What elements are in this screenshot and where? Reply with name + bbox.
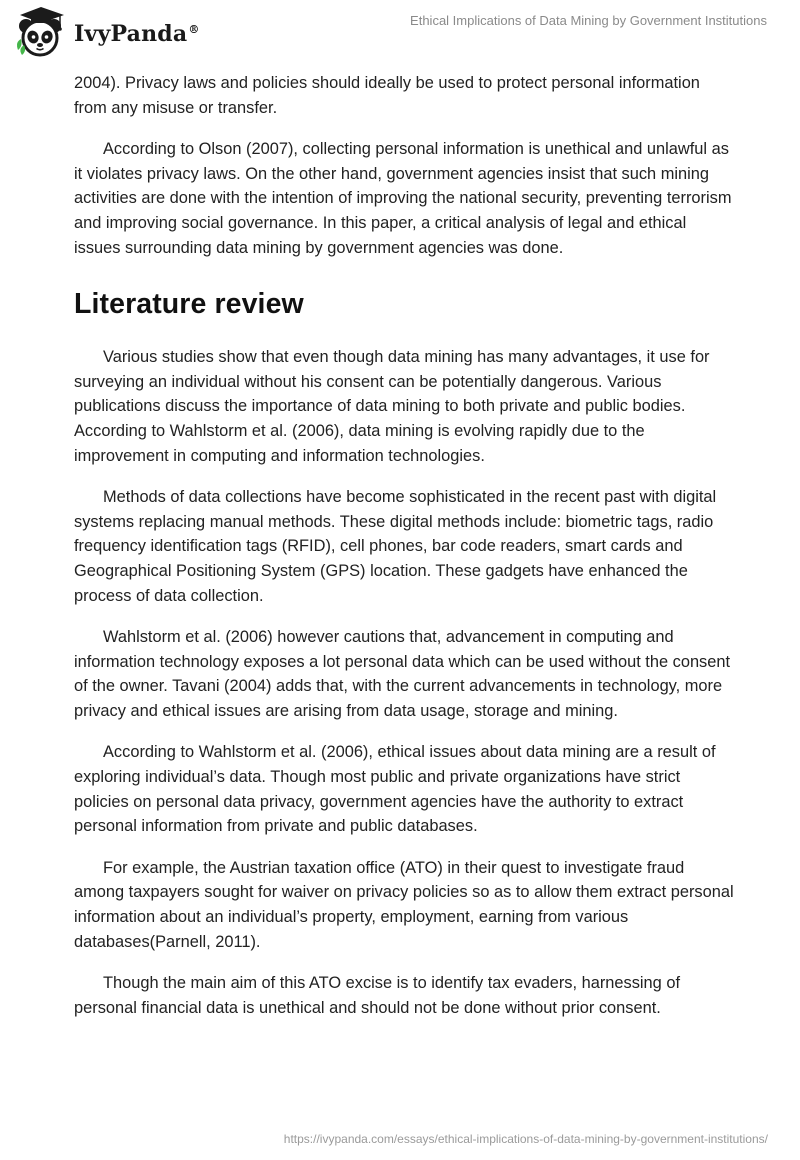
paragraph-methods: Methods of data collections have become sophisticated in the recent past with digital systems replacing manual methods. These digital methods include: biometric tags, radio frequency identification tags (RFID), cell phones, bar code readers, smart cards and Geographical Positioning System (GPS) location. These gadgets have enhanced the process of data collection. xyxy=(74,488,717,605)
paragraph-ato-excise: Though the main aim of this ATO excise is to identify tax evaders, harnessing of personal financial data is unethical and should not be done without prior consent. xyxy=(74,974,681,1017)
paragraph-wahlstorm-cautions: Wahlstorm et al. (2006) however cautions that, advancement in computing and information technology exposes a lot personal data which can be used without the consent of the owner. Tavani (2004) adds that, with the current advancements in technology, more privacy and ethical issues are arising from data usage, storage and mining. xyxy=(74,628,731,720)
paragraph-ethical-issues: According to Wahlstorm et al. (2006), ethical issues about data mining are a result of exploring individual’s data. Though most public and private organizations have strict policies on personal data privacy, government agencies have the authority to extract personal information from private and public databases. xyxy=(74,743,716,836)
ivypanda-logo[interactable] xyxy=(14,6,200,60)
registered-mark: ® xyxy=(188,22,200,36)
logo-wordmark: IvyPanda® xyxy=(74,21,200,47)
page-header xyxy=(0,0,800,66)
section-heading-literature-review: Literature review xyxy=(74,288,304,321)
source-url[interactable]: https://ivypanda.com/essays/ethical-implications-of-data-mining-by-government-institutions/ xyxy=(283,1132,768,1146)
paragraph-various-studies: Various studies show that even though data mining has many advantages, it use for surveying an individual without his consent can be potentially dangerous. Various publications discuss the importance of data mining to both private and public bodies. According to Wahlstorm et al. (2006), data mining is evolving rapidly due to the improvement in computing and information technologies. xyxy=(74,348,710,465)
panda-graduate-icon xyxy=(14,6,70,60)
paragraph-olson: According to Olson (2007), collecting personal information is unethical and unlawful as it violates privacy laws. On the other hand, government agencies insist that such mining activities are done with the intention of improving the national security, preventing terrorism and improving social governance. In this paper, a critical analysis of legal and ethical issues surrounding data mining by government agencies was done. xyxy=(74,140,732,257)
paragraph-ato-example: For example, the Austrian taxation office (ATO) in their quest to investigate fraud among taxpayers sought for waiver on privacy policies so as to allow them extract personal information about an individual’s property, employment, earning from various databases(Parnell, 2011). xyxy=(74,858,734,951)
essay-body xyxy=(74,71,734,1020)
paragraph-continuation: 2004). Privacy laws and policies should ideally be used to protect personal information from any misuse or transfer. xyxy=(74,74,700,117)
running-title: Ethical Implications of Data Mining by Government Institutions xyxy=(410,13,767,28)
